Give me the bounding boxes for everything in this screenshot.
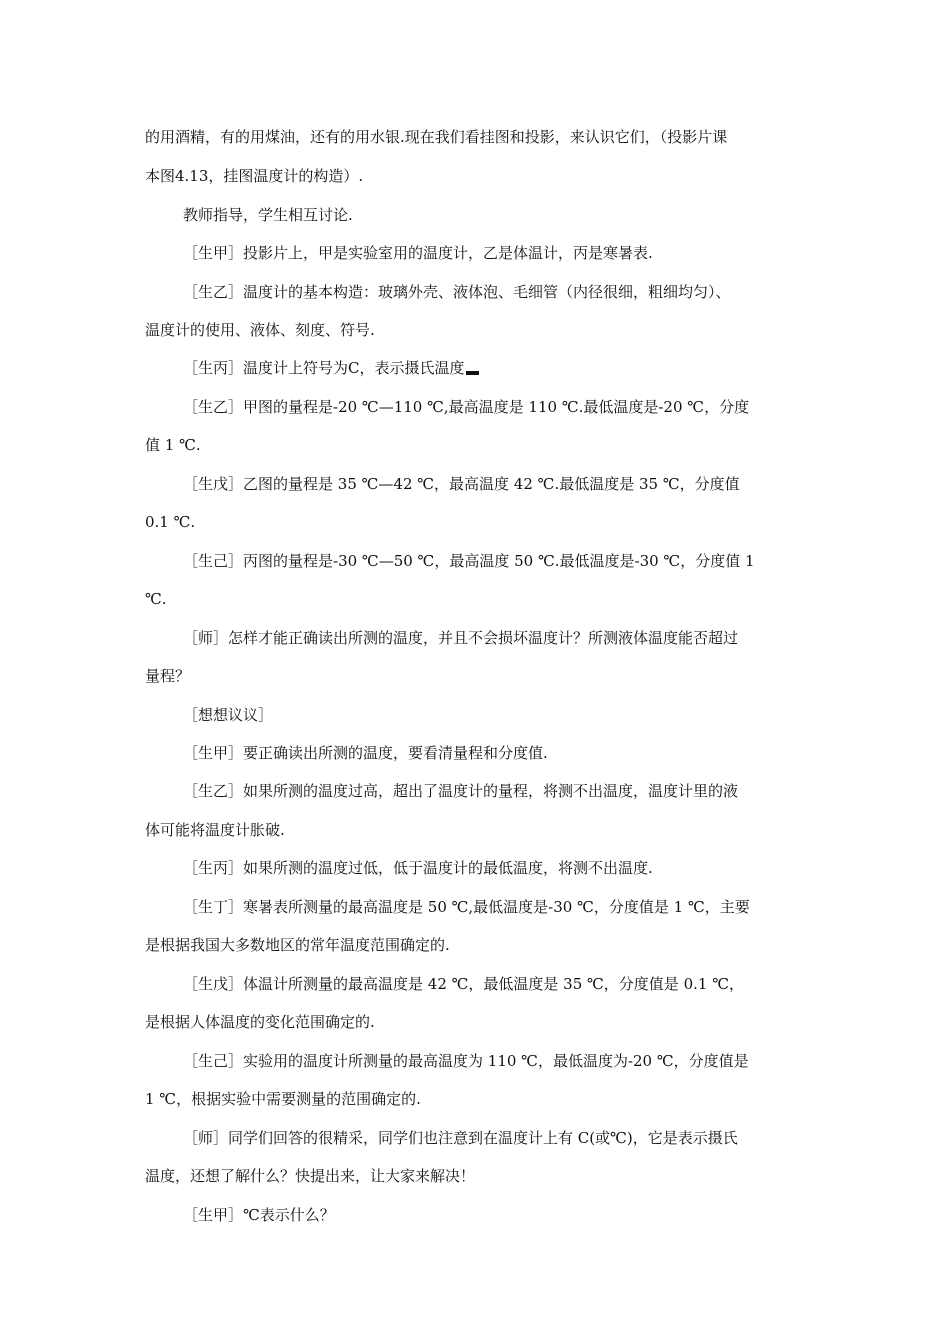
text-line: 本图4.13，挂图温度计的构造）. <box>145 167 364 185</box>
text-line: 温度计的使用、液体、刻度、符号. <box>145 321 375 339</box>
text-line: ［生乙］如果所测的温度过高，超出了温度计的量程，将测不出温度，温度计里的液 <box>183 782 739 800</box>
text-line: ［生乙］甲图的量程是-20 ℃—110 ℃,最高温度是 110 ℃.最低温度是-20 ℃，分度 <box>183 398 750 416</box>
text-line: ［生戊］体温计所测量的最高温度是 42 ℃，最低温度是 35 ℃，分度值是 0.1 ℃， <box>183 975 744 993</box>
text-line: ［生己］丙图的量程是-30 ℃—50 ℃，最高温度 50 ℃.最低温度是-30 ℃，分度值 1 <box>183 552 755 570</box>
text-line: 体可能将温度计胀破. <box>145 821 285 839</box>
text-line: ［生己］实验用的温度计所测量的最高温度为 110 ℃，最低温度为-20 ℃，分度值是 <box>183 1052 749 1070</box>
text-line: ［生戊］乙图的量程是 35 ℃—42 ℃，最高温度 42 ℃.最低温度是 35 ℃，分度值 <box>183 475 740 493</box>
text-line: ［想想议议］ <box>183 706 274 724</box>
text-line: 是根据人体温度的变化范围确定的. <box>145 1013 375 1031</box>
text-line: 教师指导，学生相互讨论. <box>183 206 353 224</box>
text-line: 的用酒精，有的用煤油，还有的用水银.现在我们看挂图和投影，来认识它们，（投影片课 <box>145 128 728 146</box>
text-line: ［生丁］寒暑表所测量的最高温度是 50 ℃,最低温度是-30 ℃，分度值是 1 ℃，主要 <box>183 898 750 916</box>
text-line: ［生甲］投影片上，甲是实验室用的温度计，乙是体温计，丙是寒暑表. <box>183 244 653 262</box>
text-line: ［生甲］要正确读出所测的温度，要看清量程和分度值. <box>183 744 548 762</box>
text-line: ［师］同学们回答的很精采，同学们也注意到在温度计上有 C(或℃)，它是表示摄氏 <box>183 1129 738 1147</box>
text-line: ℃. <box>145 590 167 608</box>
text-line: 量程？ <box>145 667 191 685</box>
text-line: ［生乙］温度计的基本构造：玻璃外壳、液体泡、毛细管（内径很细，粗细均匀）、 <box>183 283 731 301</box>
text-line: 1 ℃，根据实验中需要测量的范围确定的. <box>145 1090 421 1108</box>
text-line: ［师］怎样才能正确读出所测的温度，并且不会损坏温度计？所测液体温度能否超过 <box>183 629 739 647</box>
text-line: 值 1 ℃. <box>145 436 201 454</box>
text-line: ［生丙］温度计上符号为C，表示摄氏温度 <box>183 359 465 377</box>
text-line: 温度，还想了解什么？快提出来，让大家来解决！ <box>145 1167 476 1185</box>
text-line-with-mark <box>183 358 810 378</box>
text-line: ［生丙］如果所测的温度过低，低于温度计的最低温度，将测不出温度. <box>183 859 653 877</box>
text-line: 是根据我国大多数地区的常年温度范围确定的. <box>145 936 450 954</box>
ink-mark <box>466 371 479 375</box>
text-line: 0.1 ℃. <box>145 513 196 531</box>
text-line: ［生甲］℃表示什么？ <box>183 1206 335 1224</box>
